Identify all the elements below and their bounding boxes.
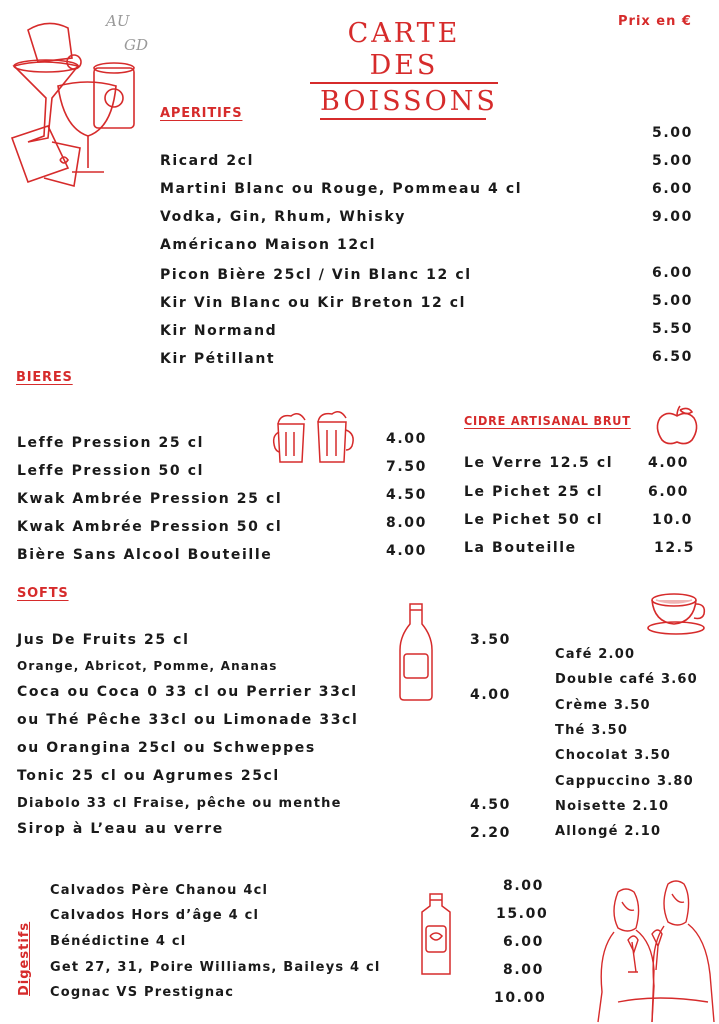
biere-price: 4.50 xyxy=(386,487,427,503)
aperitif-item: Kir Normand xyxy=(160,323,278,339)
soft-price: 4.00 xyxy=(470,687,511,703)
digestif-price: 6.00 xyxy=(503,934,544,950)
digestif-item: Get 27, 31, Poire Williams, Baileys 4 cl xyxy=(50,960,381,975)
digestif-item: Calvados Hors d’âge 4 cl xyxy=(50,908,260,923)
biere-price: 7.50 xyxy=(386,459,427,475)
aperitifs-heading: APERITIFS xyxy=(160,106,243,121)
cafe-item: Crème 3.50 xyxy=(555,698,651,713)
cafe-item: Double café 3.60 xyxy=(555,672,698,687)
logo xyxy=(106,12,148,54)
cidre-item: Le Verre 12.5 cl xyxy=(464,455,614,471)
cidre-item: Le Pichet 50 cl xyxy=(464,512,604,528)
soft-item: Orange, Abricot, Pomme, Ananas xyxy=(17,659,278,673)
digestif-price: 15.00 xyxy=(496,906,549,922)
logo-line1: AU xyxy=(106,12,130,30)
aperitif-price: 5.00 xyxy=(652,293,693,309)
aperitif-item: Martini Blanc ou Rouge, Pommeau 4 cl xyxy=(160,181,523,197)
biere-item: Kwak Ambrée Pression 25 cl xyxy=(17,491,283,507)
aperitif-item: Kir Vin Blanc ou Kir Breton 12 cl xyxy=(160,295,467,311)
cidre-price: 4.00 xyxy=(648,455,689,471)
soft-item: Jus De Fruits 25 cl xyxy=(17,632,190,648)
logo-line2: GD xyxy=(124,36,149,54)
cafe-item: Noisette 2.10 xyxy=(555,799,670,814)
apple-icon xyxy=(656,404,698,446)
digestif-item: Bénédictine 4 cl xyxy=(50,934,187,949)
coffee-cup-icon xyxy=(646,590,708,636)
title-line2: BOISSONS xyxy=(320,86,486,120)
bieres-heading: BIERES xyxy=(16,370,73,385)
page-title xyxy=(300,18,514,120)
soft-item: Coca ou Coca 0 33 cl ou Perrier 33cl xyxy=(17,684,358,700)
beer-mugs-icon xyxy=(272,410,358,468)
soda-bottle-icon xyxy=(396,602,436,702)
cafe-item: Allongé 2.10 xyxy=(555,824,662,839)
soft-item: Tonic 25 cl ou Agrumes 25cl xyxy=(17,768,280,784)
biere-item: Leffe Pression 25 cl xyxy=(17,435,205,451)
soft-price: 3.50 xyxy=(470,632,511,648)
cafe-item: Chocolat 3.50 xyxy=(555,748,672,763)
digestif-item: Cognac VS Prestignac xyxy=(50,985,235,1000)
title-line1: CARTE DES xyxy=(310,18,498,84)
aperitif-price: 5.50 xyxy=(652,321,693,337)
digestif-price: 8.00 xyxy=(503,962,544,978)
soft-item: ou Thé Pêche 33cl ou Limonade 33cl xyxy=(17,712,359,728)
biere-item: Kwak Ambrée Pression 50 cl xyxy=(17,519,283,535)
aperitif-price: 5.00 xyxy=(652,153,693,169)
aperitif-item: Vodka, Gin, Rhum, Whisky xyxy=(160,209,406,225)
aperitif-price: 9.00 xyxy=(652,209,693,225)
soft-item: ou Orangina 25cl ou Schweppes xyxy=(17,740,316,756)
soft-item: Sirop à L’eau au verre xyxy=(17,821,224,837)
cafe-item: Thé 3.50 xyxy=(555,723,629,738)
soft-price: 2.20 xyxy=(470,825,511,841)
biere-item: Bière Sans Alcool Bouteille xyxy=(17,547,273,563)
biere-price: 4.00 xyxy=(386,543,427,559)
soft-price: 4.50 xyxy=(470,797,511,813)
digestif-item: Calvados Père Chanou 4cl xyxy=(50,883,269,898)
aperitif-price: 5.00 xyxy=(652,125,693,141)
currency-note: Prix en € xyxy=(618,14,692,29)
biere-price: 8.00 xyxy=(386,515,427,531)
cidre-heading: CIDRE ARTISANAL BRUT xyxy=(464,413,631,428)
digestif-price: 10.00 xyxy=(494,990,547,1006)
softs-heading: SOFTS xyxy=(17,586,69,601)
aperitif-item: Picon Bière 25cl / Vin Blanc 12 cl xyxy=(160,267,472,283)
cidre-price: 6.00 xyxy=(648,484,689,500)
aperitif-item: Américano Maison 12cl xyxy=(160,237,376,253)
cidre-item: La Bouteille xyxy=(464,540,577,556)
cidre-item: Le Pichet 25 cl xyxy=(464,484,604,500)
cafe-item: Café 2.00 xyxy=(555,647,636,662)
aperitif-price: 6.00 xyxy=(652,265,693,281)
soft-item: Diabolo 33 cl Fraise, pêche ou menthe xyxy=(17,796,342,811)
biere-item: Leffe Pression 50 cl xyxy=(17,463,205,479)
cidre-price: 10.0 xyxy=(652,512,693,528)
digestifs-heading: Digestifs xyxy=(17,921,32,996)
two-women-drinking-illustration xyxy=(588,872,718,1022)
liquor-bottle-icon xyxy=(414,892,458,978)
biere-price: 4.00 xyxy=(386,431,427,447)
aperitif-price: 6.00 xyxy=(652,181,693,197)
cidre-price: 12.5 xyxy=(654,540,695,556)
aperitif-item: Kir Pétillant xyxy=(160,351,276,367)
aperitif-item: Ricard 2cl xyxy=(160,153,254,169)
cafe-item: Cappuccino 3.80 xyxy=(555,774,694,789)
aperitif-price: 6.50 xyxy=(652,349,693,365)
digestif-price: 8.00 xyxy=(503,878,544,894)
